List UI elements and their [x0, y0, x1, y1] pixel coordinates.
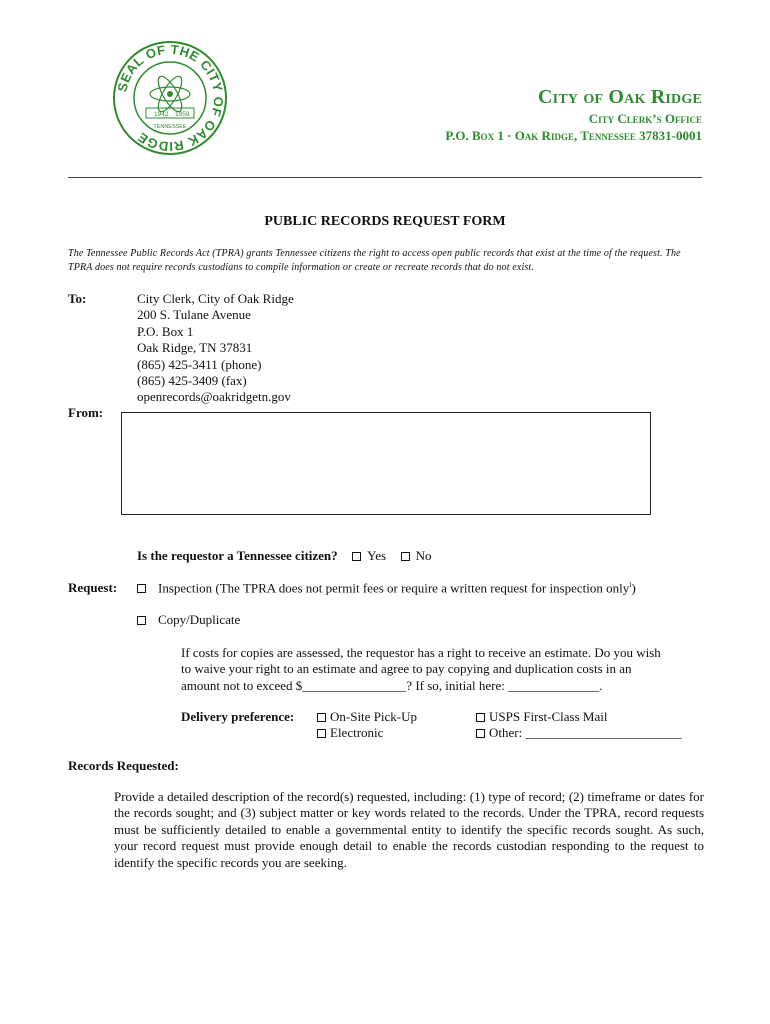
citizen-no-label: No — [415, 548, 432, 563]
to-address-line: 200 S. Tulane Avenue — [137, 307, 251, 323]
to-address-line: openrecords@oakridgetn.gov — [137, 389, 291, 405]
header-address: P.O. Box 1 · Oak Ridge, Tennessee 37831-0001 — [445, 128, 702, 143]
to-address-line: (865) 425-3411 (phone) — [137, 356, 262, 372]
request-label: Request: — [68, 580, 118, 595]
cost-paragraph — [181, 645, 661, 694]
header-office: City Clerk’s Office — [588, 111, 702, 126]
citizen-question-row — [137, 548, 431, 564]
delivery-usps-checkbox[interactable] — [476, 713, 485, 722]
citizen-question: Is the requestor a Tennessee citizen? — [137, 548, 338, 563]
inspection-label: Inspection (The TPRA does not permit fees or require a written request for inspection only — [158, 580, 630, 596]
to-address-block — [137, 291, 294, 406]
citizen-yes-label: Yes — [367, 548, 387, 563]
seal-ring-text: SEAL OF THE CITY OF OAK RIDGE — [114, 41, 227, 155]
inspection-option — [137, 580, 636, 596]
records-description: Provide a detailed description of the record(s) requested, including: (1) type of record; (2) timeframe or dates for the records sought; and (3) subject matter or key words related to the records. Under the TPRA, record requests must be sufficiently detailed to enable a governmental entity to identify the specific records sought. As such, your record request must provide enough detail to enable the records custodian responding to the request to identify the specific records you are seeking. — [114, 789, 704, 870]
records-requested-label: Records Requested: — [68, 758, 179, 773]
to-address-line: Oak Ridge, TN 37831 — [137, 340, 253, 356]
delivery-onsite-option — [317, 709, 417, 725]
to-label: To: — [68, 291, 87, 306]
header-title: City of Oak Ridge — [538, 86, 702, 108]
delivery-usps-label: USPS First-Class Mail — [489, 709, 608, 724]
cost-paragraph-line: to waive your right to an estimate and agree to pay copying and duplication costs in an — [181, 661, 632, 677]
delivery-other-option — [476, 725, 681, 741]
cost-paragraph-line: If costs for copies are assessed, the requestor has a right to receive an estimate. Do you wish — [181, 645, 661, 660]
inspection-checkbox[interactable] — [137, 584, 146, 593]
inspection-footnote: i — [629, 580, 632, 589]
delivery-electronic-label: Electronic — [330, 725, 384, 740]
inspection-label-close: ) — [631, 580, 636, 596]
copy-checkbox[interactable] — [137, 616, 146, 625]
seal-year-left: 1942 — [154, 111, 169, 118]
copy-option — [137, 612, 240, 628]
citizen-no-checkbox[interactable] — [401, 552, 410, 561]
form-intro: The Tennessee Public Records Act (TPRA) grants Tennessee citizens the right to access open public records that exist at the time of the request. The TPRA does not require records custodians to compile information or create or recreate records that do not exist. — [68, 248, 681, 273]
header-divider — [68, 177, 702, 178]
seal-state: TENNESSEE — [153, 124, 187, 130]
city-seal-logo — [112, 40, 228, 156]
delivery-label: Delivery preference: — [181, 709, 295, 724]
citizen-yes-checkbox[interactable] — [352, 552, 361, 561]
delivery-onsite-label: On-Site Pick-Up — [330, 709, 418, 724]
delivery-electronic-checkbox[interactable] — [317, 729, 326, 738]
delivery-other-checkbox[interactable] — [476, 729, 485, 738]
to-address-line: (865) 425-3409 (fax) — [137, 373, 247, 389]
delivery-usps-option — [476, 709, 607, 725]
cost-paragraph-line: amount not to exceed $________________? If so, initial here: ______________. — [181, 677, 603, 693]
seal-year-right: 1959 — [175, 111, 190, 118]
from-label: From: — [68, 405, 104, 420]
form-title: PUBLIC RECORDS REQUEST FORM — [264, 214, 506, 229]
from-input-box[interactable] — [121, 412, 651, 515]
copy-label: Copy/Duplicate — [158, 612, 241, 627]
to-address-line: P.O. Box 1 — [137, 323, 194, 339]
delivery-onsite-checkbox[interactable] — [317, 713, 326, 722]
delivery-other-label: Other: ________________________ — [489, 725, 682, 740]
to-address-line: City Clerk, City of Oak Ridge — [137, 291, 294, 306]
delivery-electronic-option — [317, 725, 383, 741]
